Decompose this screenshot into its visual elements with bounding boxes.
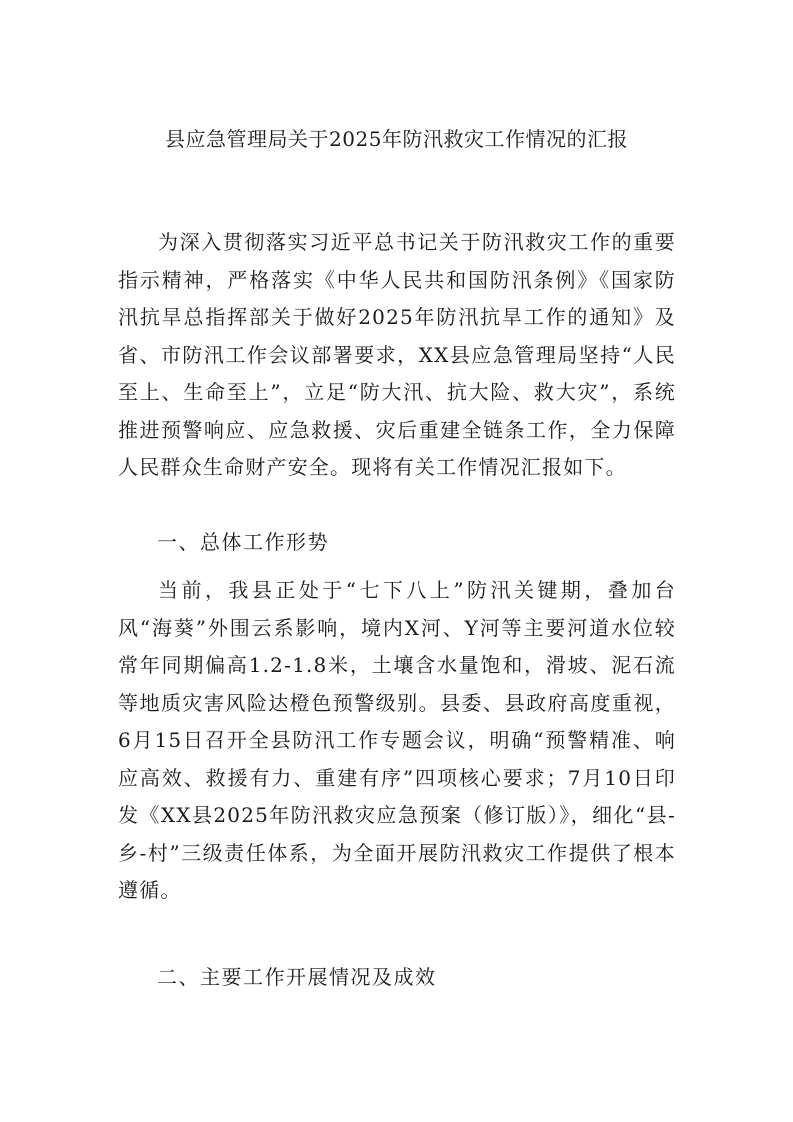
section2-heading: 二、主要工作开展情况及成效 [157, 965, 437, 989]
document-title: 县应急管理局关于2025年防汛救灾工作情况的汇报 [165, 127, 628, 151]
intro-paragraph: 为深入贯彻落实习近平总书记关于防汛救灾工作的重要指示精神，严格落实《中华人民共和国防汛条例》《国家防汛抗旱总指挥部关于做好2025年防汛抗旱工作的通知》及省、市防汛工作会议部署要求，XX县应急管理局坚持“人民至上、生命至上”，立足“防大汛、抗大险、救大灾”，系统推进预警响应、应急救援、灾后重建全链条工作，全力保障人民群众生命财产安全。现将有关工作情况汇报如下。 [118, 230, 676, 479]
section1-heading: 一、总体工作形势 [157, 530, 329, 554]
section1-paragraph: 当前，我县正处于“七下八上”防汛关键期，叠加台风“海葵”外围云系影响，境内X河、Y河等主要河道水位较常年同期偏高1.2-1.8米，土壤含水量饱和，滑坡、泥石流等地质灾害风险达橙色预警级别。县委、县政府高度重视，6月15日召开全县防汛工作专题会议，明确“预警精准、响应高效、救援有力、重建有序”四项核心要求；7月10日印发《XX县2025年防汛救灾应急预案（修订版）》，细化“县-乡-村”三级责任体系，为全面开展防汛救灾工作提供了根本遵循。 [118, 578, 676, 902]
